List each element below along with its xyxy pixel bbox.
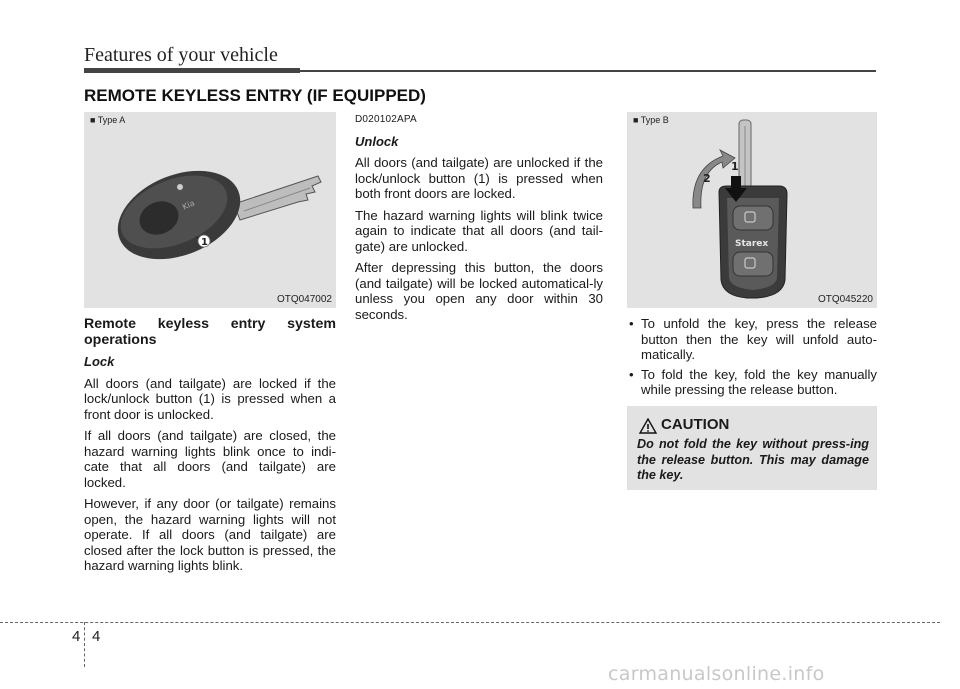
figure-type-a	[84, 112, 336, 308]
figure-b-tag: ■ Type B	[633, 115, 669, 125]
key-fob-type-b-illustration	[627, 112, 877, 308]
fold-instructions-list	[627, 316, 877, 398]
right-column	[627, 316, 877, 402]
caution-box	[627, 406, 877, 490]
figure-b-code: OTQ045220	[817, 294, 873, 305]
caution-title: CAUTION	[661, 416, 730, 433]
unlock-subheading: Unlock	[355, 133, 399, 149]
lock-subheading: Lock	[84, 354, 115, 369]
unlock-paragraph-1: All doors (and tailgate) are unlocked if the lock/unlock button (1) is pressed when both front doors are locked.	[355, 155, 603, 201]
caution-text: Do not fold the key without press-ing the release button. This may damage the key.	[637, 437, 869, 482]
figure-type-b	[627, 112, 877, 308]
fob-brand-text: Starex	[735, 239, 769, 249]
section-title: REMOTE KEYLESS ENTRY (IF EQUIPPED)	[84, 86, 426, 105]
rke-operations-heading: Remote keyless entry system operations	[84, 316, 336, 348]
warning-triangle-icon	[639, 418, 657, 434]
svg-text:Kia: Kia	[181, 198, 197, 212]
header-rule-thick	[84, 68, 300, 73]
callout-1-label-b: 1	[731, 160, 739, 173]
callout-1-label: 1	[201, 237, 208, 248]
footer-dashed-divider	[84, 622, 85, 667]
key-fob-type-a-illustration	[84, 112, 336, 308]
watermark-text: carmanualsonline.info	[608, 663, 825, 685]
page-header-title: Features of your vehicle	[84, 44, 278, 66]
unlock-paragraph-2: The hazard warning lights will blink twice again to indicate that all doors (and tail-gate) are unlocked.	[355, 207, 603, 254]
left-column	[84, 316, 336, 580]
middle-column	[355, 112, 603, 328]
page-section-number: 4	[72, 628, 81, 645]
callout-2-label-b: 2	[703, 172, 711, 185]
lock-paragraph-3: However, if any door (or tailgate) remains open, the hazard warning lights will not operate. If all doors (and tailgate) are closed after the lock button is pressed, the hazard warning lights blink.	[84, 496, 336, 573]
figure-a-tag: ■ Type A	[90, 115, 126, 125]
lock-paragraph-1: All doors (and tailgate) are locked if the lock/unlock button (1) is pressed when a front door is unlocked.	[84, 375, 336, 422]
list-item: • To fold the key, fold the key manually while pressing the release button.	[627, 367, 877, 398]
section-code: D020102APA	[355, 114, 417, 125]
header-rule-thin	[300, 70, 876, 72]
figure-a-code: OTQ047002	[276, 294, 332, 305]
unlock-paragraph-3: After depressing this button, the doors (and tailgate) will be locked automatical-ly unless you open any door within 30 seconds.	[355, 260, 603, 322]
footer-dashed-rule	[0, 622, 940, 623]
list-item: • To unfold the key, press the release button then the key will unfold auto-matically.	[627, 316, 877, 363]
page-number: 4	[92, 628, 101, 645]
lock-paragraph-2: If all doors (and tailgate) are closed, the hazard warning lights blink once to indi-cate that all doors (and tailgate) are locked.	[84, 428, 336, 490]
